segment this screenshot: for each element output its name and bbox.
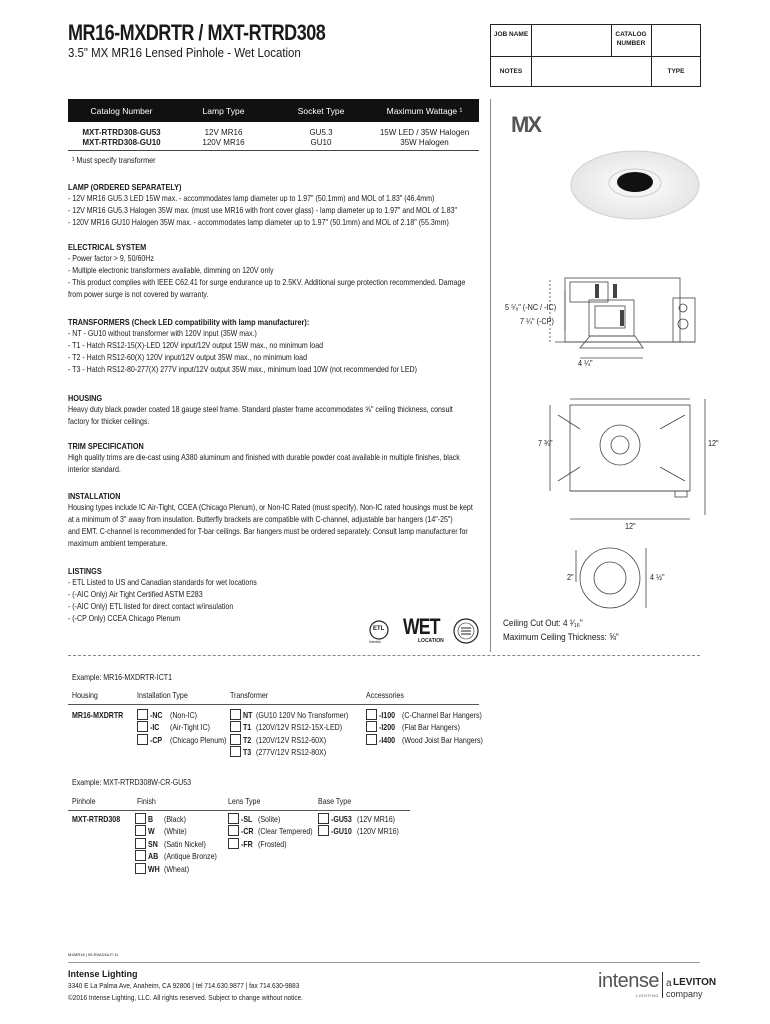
option-code: NT xyxy=(243,711,253,720)
section-line: Housing types include IC Air-Tight, CCEA (Chicago Plenum), or Non-IC Rated (must specify). Non-IC rated housings must be kept xyxy=(68,503,473,512)
option-code: -SL xyxy=(241,815,253,824)
intense-logo-sub: LIGHTING xyxy=(636,993,659,998)
catalog-table xyxy=(68,99,479,151)
section-heading: TRIM SPECIFICATION xyxy=(68,441,144,451)
section-line: - Multiple electronic transformers available, dimming on 120V only xyxy=(68,266,274,276)
section-heading: TRANSFORMERS (Check LED compatibility with lamp manufacturer): xyxy=(68,317,310,327)
section-heading: LAMP (ORDERED SEPARATELY) xyxy=(68,182,182,192)
copyright: ©2016 Intense Lighting, LLC. All rights reserved. Subject to change without notice. xyxy=(68,993,303,1002)
wet-location-text: LOCATION xyxy=(418,638,444,644)
option-description: (Antique Bronze) xyxy=(164,852,217,862)
section-line: - (-AIC Only) Air Tight Certified ASTM E283 xyxy=(68,590,203,600)
section-line: - Power factor > 9, 50/60Hz xyxy=(68,254,154,263)
option-code: -CR xyxy=(241,827,254,837)
section-heading: HOUSING xyxy=(68,393,103,403)
type-label: TYPE xyxy=(667,68,685,75)
option-description: (Wood Joist Bar Hangers) xyxy=(402,735,483,745)
section-line: Heavy duty black powder coated 18 gauge steel frame. Standard plaster frame accommodates ⅝" ceiling thickness, consult xyxy=(68,405,453,414)
section-line: interior standard. xyxy=(68,465,121,475)
section-line: - T2 - Hatch RS12-60(X) 120V input/12V output 35W max., no minimum load xyxy=(68,353,307,363)
option-checkbox[interactable] xyxy=(137,721,148,732)
option-description: (277V/12V RS12-80X) xyxy=(256,748,327,758)
spec-section xyxy=(68,241,530,301)
table-row: MXT-RTRD308-GU53 12V MR16 GU5.3 15W LED / 35W Halogen xyxy=(82,127,470,137)
option-row xyxy=(137,721,217,734)
pinhole-value: MXT-RTRD308 xyxy=(72,815,121,824)
option-code: -I200 xyxy=(379,723,396,733)
section-line: - 12V MR16 GU5.3 LED 15W max. - accommodates lamp diameter up to 1.97" (50.1mm) and MOL of 1.83" (46.4mm) xyxy=(68,194,435,203)
job-name-label: JOB NAME xyxy=(493,31,529,38)
housing-value: MR16-MXDRTR xyxy=(72,711,124,720)
spec-section xyxy=(68,316,474,376)
trim-depth: 2" xyxy=(567,572,574,582)
section-line: - (-CP Only) CCEA Chicago Plenum xyxy=(68,614,181,624)
option-row xyxy=(135,838,213,851)
intense-logo: intense xyxy=(598,970,659,992)
option-code: T1 xyxy=(243,723,252,733)
option-description: (Solite) xyxy=(258,815,281,824)
option-checkbox[interactable] xyxy=(137,734,148,745)
page-subtitle: 3.5" MX MR16 Lensed Pinhole - Wet Location xyxy=(68,45,301,60)
table-row: MXT-RTRD308-GU10 120V MR16 GU10 35W Halogen xyxy=(68,138,479,151)
section-line: - ETL Listed to US and Canadian standards for wet locations xyxy=(68,578,257,587)
catalog-number-field[interactable] xyxy=(652,25,700,56)
option-description: (Air-Tight IC) xyxy=(170,723,211,733)
col-catalog-number: Catalog Number xyxy=(68,99,175,122)
company-name: Intense Lighting xyxy=(68,969,138,979)
job-info-box xyxy=(490,24,701,87)
option-row xyxy=(230,734,337,747)
col-max-wattage: Maximum Wattage ¹ xyxy=(370,99,479,122)
option-checkbox[interactable] xyxy=(318,825,329,836)
option-row xyxy=(135,850,225,863)
section-line: - (-AIC Only) ETL listed for direct contact w/insulation xyxy=(68,602,234,612)
spec-section xyxy=(68,565,288,625)
table-footnote: ¹ Must specify transformer xyxy=(72,155,156,165)
col-accessories: Accessories xyxy=(366,691,404,700)
option-code: T2 xyxy=(243,735,252,745)
leviton-company: company xyxy=(666,989,703,999)
option-checkbox[interactable] xyxy=(230,721,241,732)
top-inner-height: 7 ¾" xyxy=(538,438,553,448)
option-checkbox[interactable] xyxy=(230,746,241,757)
col-finish: Finish xyxy=(137,797,156,806)
notes-label: NOTES xyxy=(499,68,523,75)
leviton-a: a xyxy=(666,978,672,989)
top-view-drawing xyxy=(540,395,720,530)
option-description: (Wheat) xyxy=(164,864,190,874)
spec-section xyxy=(68,181,520,229)
ordering-example-1: Example: MR16-MXDRTR-ICT1 xyxy=(72,673,173,682)
side-width: 4 ¼" xyxy=(578,358,593,368)
section-heading: ELECTRICAL SYSTEM xyxy=(68,242,147,252)
option-code: -I400 xyxy=(379,735,396,745)
side-height-cp: 7 ¼" (-CP) xyxy=(520,316,554,326)
option-code: T3 xyxy=(243,748,252,758)
col-installation-type: Installation Type xyxy=(137,691,188,700)
option-row xyxy=(230,746,337,759)
top-outer-height: 12" xyxy=(708,438,719,448)
option-description: (120V MR16) xyxy=(357,827,399,837)
trim-diameter: 4 ½" xyxy=(650,572,665,582)
option-description: (120V/12V RS12-60X) xyxy=(256,735,327,745)
col-transformer: Transformer xyxy=(230,691,269,700)
option-row xyxy=(228,813,284,826)
section-line: maximum ambient temperature. xyxy=(68,539,168,549)
option-row xyxy=(135,813,189,826)
col-socket-type: Socket Type xyxy=(272,99,370,122)
top-width: 12" xyxy=(625,521,636,531)
option-checkbox[interactable] xyxy=(135,863,146,874)
section-line: High quality trims are die-cast using A380 aluminum and finished with durable powder coat available in multiple finishes, black xyxy=(68,453,460,462)
option-code: WH xyxy=(148,864,160,874)
option-row xyxy=(366,734,496,747)
section-line: - 120V MR16 GU10 Halogen 35W max. - accommodates lamp diameter up to 1.97" (50.1mm) and MOL of 2.18" (55.3mm) xyxy=(68,218,449,228)
side-height-nc-ic: 5 ⁵⁄₈" (-NC / -IC) xyxy=(505,302,557,312)
option-row xyxy=(228,838,291,851)
notes-field[interactable] xyxy=(532,57,651,86)
doc-reference: MXMR16 | 09-RVAD16-P-11 xyxy=(68,952,119,957)
job-name-field[interactable] xyxy=(532,25,611,56)
option-checkbox[interactable] xyxy=(230,709,241,720)
section-line: factory for thicker ceilings. xyxy=(68,417,150,427)
option-checkbox[interactable] xyxy=(135,813,146,824)
option-code: -IC xyxy=(150,723,160,733)
option-row xyxy=(230,709,363,722)
section-heading: LISTINGS xyxy=(68,566,102,576)
option-checkbox[interactable] xyxy=(228,813,239,824)
option-code: W xyxy=(148,827,155,837)
option-code: AB xyxy=(148,852,159,862)
option-checkbox[interactable] xyxy=(135,850,146,861)
option-description: (Flat Bar Hangers) xyxy=(402,723,460,733)
option-checkbox[interactable] xyxy=(318,813,329,824)
option-row xyxy=(318,813,401,826)
option-code: -CP xyxy=(150,735,163,745)
option-checkbox[interactable] xyxy=(366,734,377,745)
option-description: (Non-IC) xyxy=(170,711,197,720)
option-code: -I100 xyxy=(379,711,396,720)
section-line: from power surge is not covered by warranty. xyxy=(68,290,209,300)
section-line: - T3 - Hatch RS12-80-277(X) 277V input/12V output 35W max., minimum load 10W (not recommended for LED) xyxy=(68,365,417,375)
option-checkbox[interactable] xyxy=(137,709,148,720)
section-line: - T1 - Hatch RS12-15(X)-LED 120V input/12V output 15W max., no minimum load xyxy=(68,341,324,351)
section-line: - NT - GU10 without transformer with 120V input (35W max.) xyxy=(68,329,257,338)
col-lens-type: Lens Type xyxy=(228,797,261,806)
ceiling-thickness: Maximum Ceiling Thickness: ⅝" xyxy=(503,632,619,643)
option-checkbox[interactable] xyxy=(228,838,239,849)
option-description: (12V MR16) xyxy=(357,815,395,824)
option-description: (C-Channel Bar Hangers) xyxy=(402,711,482,720)
option-description: (Satin Nickel) xyxy=(164,839,206,849)
option-code: -FR xyxy=(241,839,253,849)
chicago-plenum-seal-icon xyxy=(452,617,480,645)
section-line: - 12V MR16 GU5.3 Halogen 35W max. (must use MR16 with front cover glass) - lamp diameter up to 1.97" and MOL of 1.83" xyxy=(68,206,458,216)
option-checkbox[interactable] xyxy=(135,838,146,849)
etl-text: ETL xyxy=(373,626,385,632)
option-description: (GU10 120V No Transformer) xyxy=(256,711,349,720)
option-description: (Clear Tempered) xyxy=(258,827,313,837)
spec-section xyxy=(68,440,524,476)
section-line: - This product complies with IEEE C62.41 for surge endurance up to 2.5KV. Additional surge protection recommended. Damage xyxy=(68,278,466,288)
intertek-text: Intertek xyxy=(369,640,381,644)
option-description: (Black) xyxy=(164,815,186,824)
page-title: MR16-MXDRTR / MXT-RTRD308 xyxy=(68,20,326,45)
col-housing: Housing xyxy=(72,691,98,700)
option-row xyxy=(137,734,236,747)
col-pinhole: Pinhole xyxy=(72,797,96,806)
spec-section xyxy=(68,490,539,550)
option-code: SN xyxy=(148,839,158,849)
option-code: B xyxy=(148,815,154,824)
section-line: at a minimum of 3" away from insulation. Butterfly brackets are compatible with C-channel, adjustable bar hangers (14"-25") xyxy=(68,515,453,525)
option-row xyxy=(366,721,469,734)
option-checkbox[interactable] xyxy=(366,721,377,732)
option-code: -NC xyxy=(150,711,163,720)
option-row xyxy=(230,721,356,734)
ceiling-cutout: Ceiling Cut Out: 4 ¹⁄₁₆" xyxy=(503,618,583,629)
option-row xyxy=(135,863,193,876)
option-row xyxy=(137,709,201,722)
option-row xyxy=(228,825,322,838)
leviton-logo: LEVITON xyxy=(673,977,717,988)
ordering-example-2: Example: MXT-RTRD308W-CR-GU53 xyxy=(72,778,192,787)
option-code: -GU53 xyxy=(331,815,352,824)
col-lamp-type: Lamp Type xyxy=(175,99,272,122)
wet-location-logo: WET xyxy=(403,614,440,639)
option-row xyxy=(135,825,190,838)
col-base-type: Base Type xyxy=(318,797,352,806)
catalog-number-label: CATALOG NUMBER xyxy=(615,31,647,47)
option-checkbox[interactable] xyxy=(230,734,241,745)
option-row xyxy=(366,709,495,722)
option-checkbox[interactable] xyxy=(228,825,239,836)
option-checkbox[interactable] xyxy=(366,709,377,720)
option-description: (Frosted) xyxy=(258,839,287,849)
company-address: 3340 E La Palma Ave, Anaheim, CA 92806 | tel 714.630.9877 | fax 714.630-9883 xyxy=(68,981,300,990)
option-code: -GU10 xyxy=(331,827,352,837)
section-line: and EMT. C-channel is recommended for T-bar ceilings. Bar hangers must be ordered separately. Consult lamp manufacturer for xyxy=(68,527,468,537)
section-heading: INSTALLATION xyxy=(68,491,121,501)
option-description: (White) xyxy=(164,827,187,837)
option-checkbox[interactable] xyxy=(135,825,146,836)
option-description: (Chicago Plenum) xyxy=(170,735,227,745)
option-description: (120V/12V RS12-15X-LED) xyxy=(256,723,343,733)
spec-section xyxy=(68,392,516,428)
mx-logo: MX xyxy=(511,112,540,137)
option-row xyxy=(318,825,406,838)
